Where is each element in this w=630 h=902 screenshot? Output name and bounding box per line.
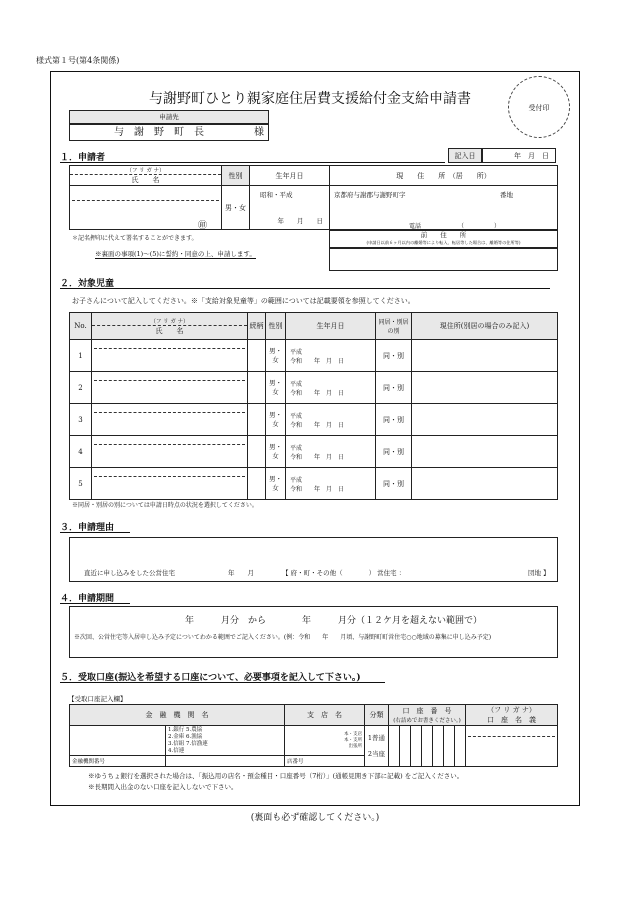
account-holder-field[interactable] <box>466 726 558 767</box>
footer-note: (裏面も必ず確認してください。) <box>250 813 380 823</box>
prev-address-field[interactable] <box>329 248 558 271</box>
account-note: (右詰めでお書きください。) <box>393 718 461 724</box>
account-digit[interactable] <box>411 726 422 767</box>
table-row: 2 男・女 平成 令和 年 月 日 同・別 <box>70 372 558 404</box>
s5-heading: ５．受取口座(振込を希望する口座について、必要事項を記入して下さい。) <box>60 673 361 683</box>
s3-heading: ３．申請理由 <box>60 523 115 533</box>
child-relation-field[interactable] <box>248 372 266 404</box>
entry-date-label: 記入日 <box>448 148 482 163</box>
addressee-name: 与 謝 野 町 長 様 <box>69 124 269 141</box>
col-relation: 続柄 <box>248 313 266 340</box>
applicant-address-label: 現 住 所 （居 所） <box>330 166 558 186</box>
account-digit[interactable] <box>389 726 400 767</box>
kana-label: （フ リ ガ ナ） <box>487 706 536 714</box>
account-type-options[interactable]: 1普通 2当座 <box>365 726 389 767</box>
col-no: No. <box>70 313 92 340</box>
prev-address-header: 前 住 所 (申請日以前６ヶ月以内の離婚等により転入、転居等した場合は、離婚等の住所等) <box>329 230 558 248</box>
account-digit[interactable] <box>455 726 466 767</box>
reason-field[interactable]: 直近に申し込みをした公営住宅 年 月 【 府・町・その他（ ） 営住宅 ： 団地 】 <box>69 537 558 582</box>
form-number: 様式第１号(第4条関係) <box>36 56 120 65</box>
child-address-field[interactable] <box>412 372 558 404</box>
oath-note: ※裏面の事項(1)～(5)に誓約・同意の上、申請します。 <box>95 250 256 258</box>
applicant-name-field[interactable] <box>70 186 222 230</box>
applicant-address-field[interactable]: 京都府与謝郡与謝野町字 番地 <box>330 186 558 230</box>
receipt-stamp-label: 受付印 <box>528 104 550 112</box>
s1-heading: １．申請者 <box>60 153 106 163</box>
applicant-name-label: 氏 名 <box>131 176 160 184</box>
child-dob-field[interactable]: 平成 令和 年 月 日 <box>286 404 376 436</box>
account-table <box>69 704 558 767</box>
child-dob-field[interactable]: 平成 令和 年 月 日 <box>286 340 376 372</box>
phone-label: 電話 <box>409 223 422 230</box>
s4-heading: ４．申請期間 <box>60 594 115 604</box>
col-dob: 生年月日 <box>286 313 376 340</box>
child-dob-field[interactable]: 平成 令和 年 月 日 <box>286 436 376 468</box>
child-name-field[interactable] <box>92 372 248 404</box>
col-gender: 性別 <box>266 313 286 340</box>
branch-label: 支 店 名 <box>285 705 365 726</box>
phone-field[interactable]: （ ） <box>458 223 501 230</box>
child-address-field[interactable] <box>412 468 558 500</box>
table-row: 5 男・女 平成 令和 年 月 日 同・別 <box>70 468 558 500</box>
children-table <box>69 312 558 500</box>
table-row: 4 男・女 平成 令和 年 月 日 同・別 <box>70 436 558 468</box>
child-dob-field[interactable]: 平成 令和 年 月 日 <box>286 372 376 404</box>
form-title: 与謝野町ひとり親家庭住居費支援給付金支給申請書 <box>149 91 471 107</box>
s2-intro: お子さんについて記入してください。※「支給対象児童等」の範囲については記載要領を参照してください。 <box>72 297 415 305</box>
period-field[interactable]: 年 月分 から 年 月分（１２ケ月を超えない範囲で） ※次回、公営住宅等入居申し込み予定についてわかる範囲でご記入ください。(例：令和 年 月頃、与謝野町町営住宅○○地域の募集に申し込み予定) <box>69 606 558 658</box>
child-relation-field[interactable] <box>248 340 266 372</box>
account-digit[interactable] <box>444 726 455 767</box>
child-name-field[interactable] <box>92 468 248 500</box>
s2-note: ※同居・別居の別については申請日時点の状況を選択してください。 <box>72 502 258 509</box>
bank-name-field[interactable] <box>70 726 166 756</box>
account-digit[interactable] <box>422 726 433 767</box>
s5-note-2: ※長期間入出金のない口座を記入しないで下さい。 <box>88 783 238 791</box>
s5-underline <box>60 682 385 683</box>
col-name: 氏 名 <box>155 326 184 335</box>
table-row: 1 男・女 平成 令和 年 月 日 同・別 <box>70 340 558 372</box>
applicant-gender-label: 性別 <box>222 166 250 186</box>
child-relation-field[interactable] <box>248 404 266 436</box>
receipt-stamp-circle <box>508 76 570 138</box>
child-relation-field[interactable] <box>248 468 266 500</box>
addressee-label: 申請先 <box>69 110 269 124</box>
account-digit[interactable] <box>400 726 411 767</box>
type-label: 分類 <box>365 705 389 726</box>
seal-mark: ㊞ <box>197 221 207 231</box>
child-address-field[interactable] <box>412 436 558 468</box>
child-relation-field[interactable] <box>248 436 266 468</box>
bank-type-options[interactable]: 1.銀行 5.農協 2.金庫 6.漁協 3.信組 7.信漁連 4.信連 <box>166 726 285 756</box>
signature-note: ＊記名押印に代えて署名することができます。 <box>72 235 198 242</box>
bank-label: 金 融 機 関 名 <box>70 705 285 726</box>
child-dob-field[interactable]: 平成 令和 年 月 日 <box>286 468 376 500</box>
applicant-gender-field[interactable]: 男・女 <box>222 186 250 230</box>
applicant-dob-label: 生年月日 <box>250 166 330 186</box>
child-address-field[interactable] <box>412 340 558 372</box>
col-cohabitation: 同居・別居の別 <box>376 313 412 340</box>
account-label: 口 座 番 号 <box>402 707 452 715</box>
s3-underline <box>60 532 130 533</box>
child-name-field[interactable] <box>92 404 248 436</box>
s5-note-1: ※ゆうちょ銀行を選択された場合は、「振込用の店名・預金種目・口座番号（7桁）」(通帳見開き下部に記載) をご記入ください。 <box>88 772 464 780</box>
s2-heading: ２．対象児童 <box>60 279 115 289</box>
child-name-field[interactable] <box>92 436 248 468</box>
col-furigana: （フ リ ガ ナ） <box>92 317 247 326</box>
table-row: 3 男・女 平成 令和 年 月 日 同・別 <box>70 404 558 436</box>
s2-underline <box>60 288 550 289</box>
col-address: 現住所(別居の場合のみ記入) <box>412 313 558 340</box>
child-name-field[interactable] <box>92 340 248 372</box>
applicant-dob-field[interactable]: 昭和・平成 年 月 日 <box>250 186 330 230</box>
branch-field[interactable]: 本・支店 本・支所 出張所 <box>285 726 365 756</box>
account-digit[interactable] <box>433 726 444 767</box>
child-address-field[interactable] <box>412 404 558 436</box>
entry-date-field[interactable]: 年 月 日 <box>482 148 556 163</box>
s1-underline <box>60 162 445 163</box>
bank-code-label: 金融機関番号 <box>70 756 166 767</box>
applicant-furigana-label: （フ リ ガ ナ） <box>70 166 221 175</box>
s4-underline <box>60 603 130 604</box>
bank-code-field[interactable] <box>166 756 285 767</box>
s5-sub: 【受取口座記入欄】 <box>68 695 127 703</box>
branch-code-label: 店番号 <box>285 756 365 767</box>
holder-label: 口 座 名 義 <box>487 716 536 724</box>
